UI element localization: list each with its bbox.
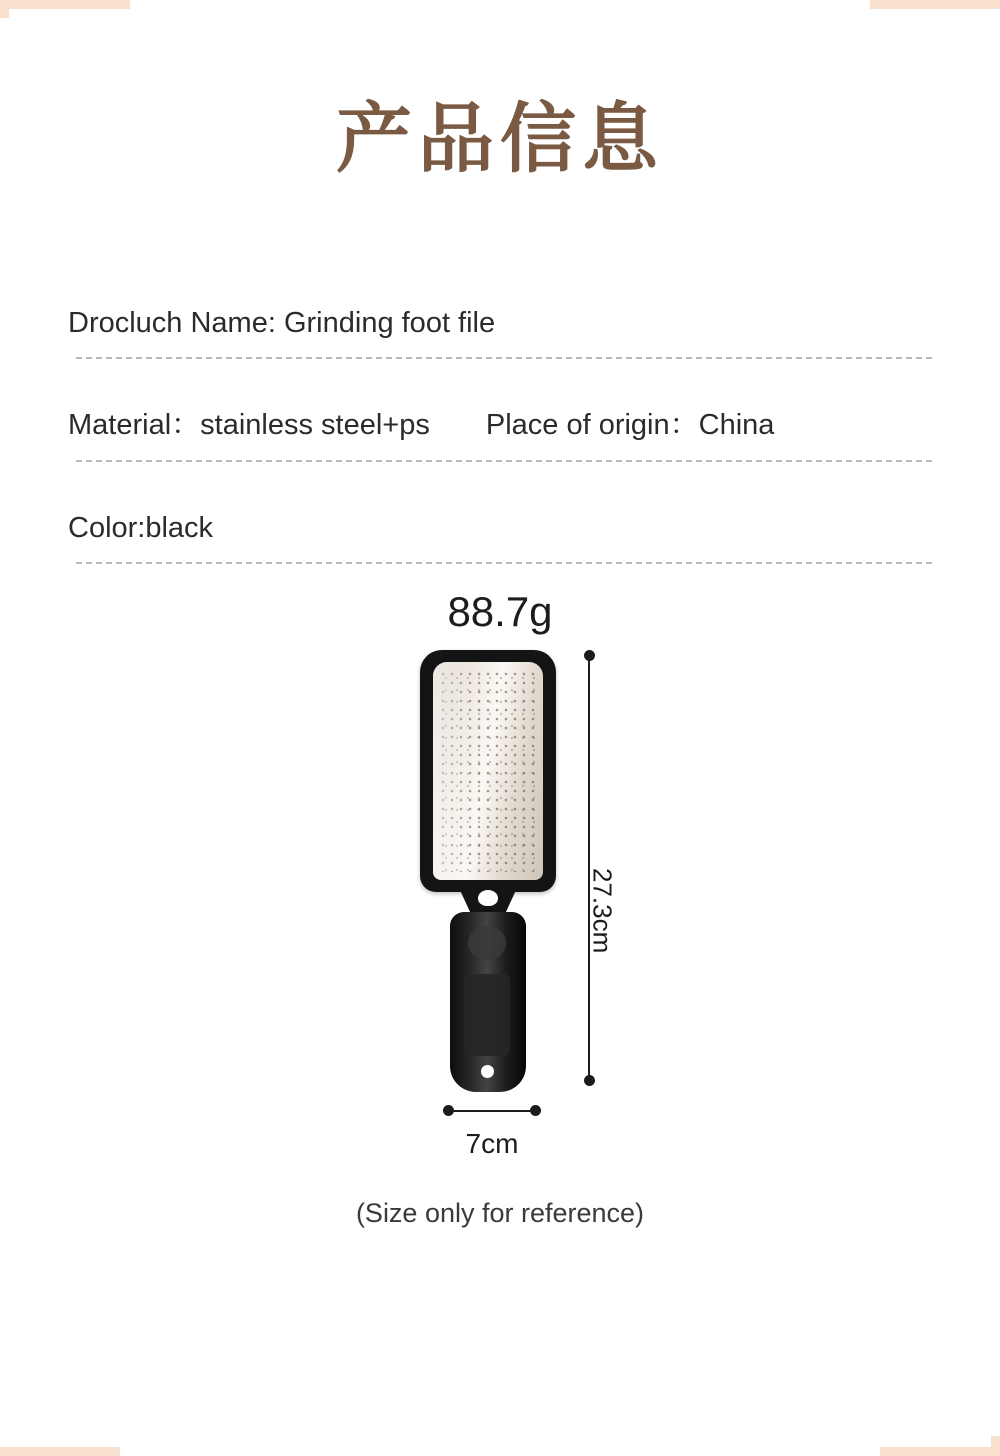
- product-spec-list: [0, 305, 1000, 564]
- divider-dashed: [76, 562, 932, 564]
- file-handle: [450, 912, 526, 1092]
- corner-accent-top-right: [870, 0, 1000, 9]
- corner-accent-top-left-vertical: [0, 0, 9, 18]
- handle-thumb-pad: [468, 926, 506, 960]
- spec-row-product-name: [68, 305, 932, 359]
- dimension-dot-bottom: [584, 1075, 595, 1086]
- handle-hang-hole: [481, 1065, 494, 1078]
- corner-accent-top-left: [0, 0, 130, 9]
- corner-accent-bottom-right: [880, 1447, 1000, 1456]
- weight-label: 88.7g: [447, 587, 553, 635]
- width-dimension: [443, 1106, 541, 1159]
- material-text: Material：stainless steel+ps: [68, 409, 430, 442]
- file-neck-gap: [478, 890, 498, 906]
- file-head: [420, 650, 556, 892]
- height-dimension-label: 27.3cm: [587, 867, 618, 954]
- grater-gloss: [433, 662, 473, 880]
- divider-dashed: [76, 460, 932, 462]
- corner-accent-bottom-right-vertical: [991, 1436, 1000, 1456]
- size-reference-note: (Size only for reference): [355, 1197, 645, 1228]
- material-origin-line: [68, 407, 932, 443]
- product-name-text: Drocluch Name: Grinding foot file: [68, 307, 496, 339]
- product-figure: [0, 588, 1000, 1288]
- dimension-dot-right: [530, 1105, 541, 1116]
- height-dimension: [587, 650, 618, 1086]
- file-grater-surface: [433, 662, 543, 880]
- width-dimension-label: 7cm: [465, 1127, 519, 1159]
- origin-text: Place of origin：China: [485, 409, 775, 442]
- page-title: 产品信息: [336, 94, 664, 183]
- spec-row-material-origin: [68, 407, 932, 461]
- spec-row-color: [68, 510, 932, 564]
- divider-dashed: [76, 357, 932, 359]
- foot-file-product-image: [420, 650, 568, 1095]
- handle-grip-panel: [464, 974, 510, 1056]
- corner-accent-bottom-left: [0, 1447, 120, 1456]
- color-text: Color:black: [68, 511, 214, 544]
- dimension-line-horizontal: [449, 1110, 535, 1112]
